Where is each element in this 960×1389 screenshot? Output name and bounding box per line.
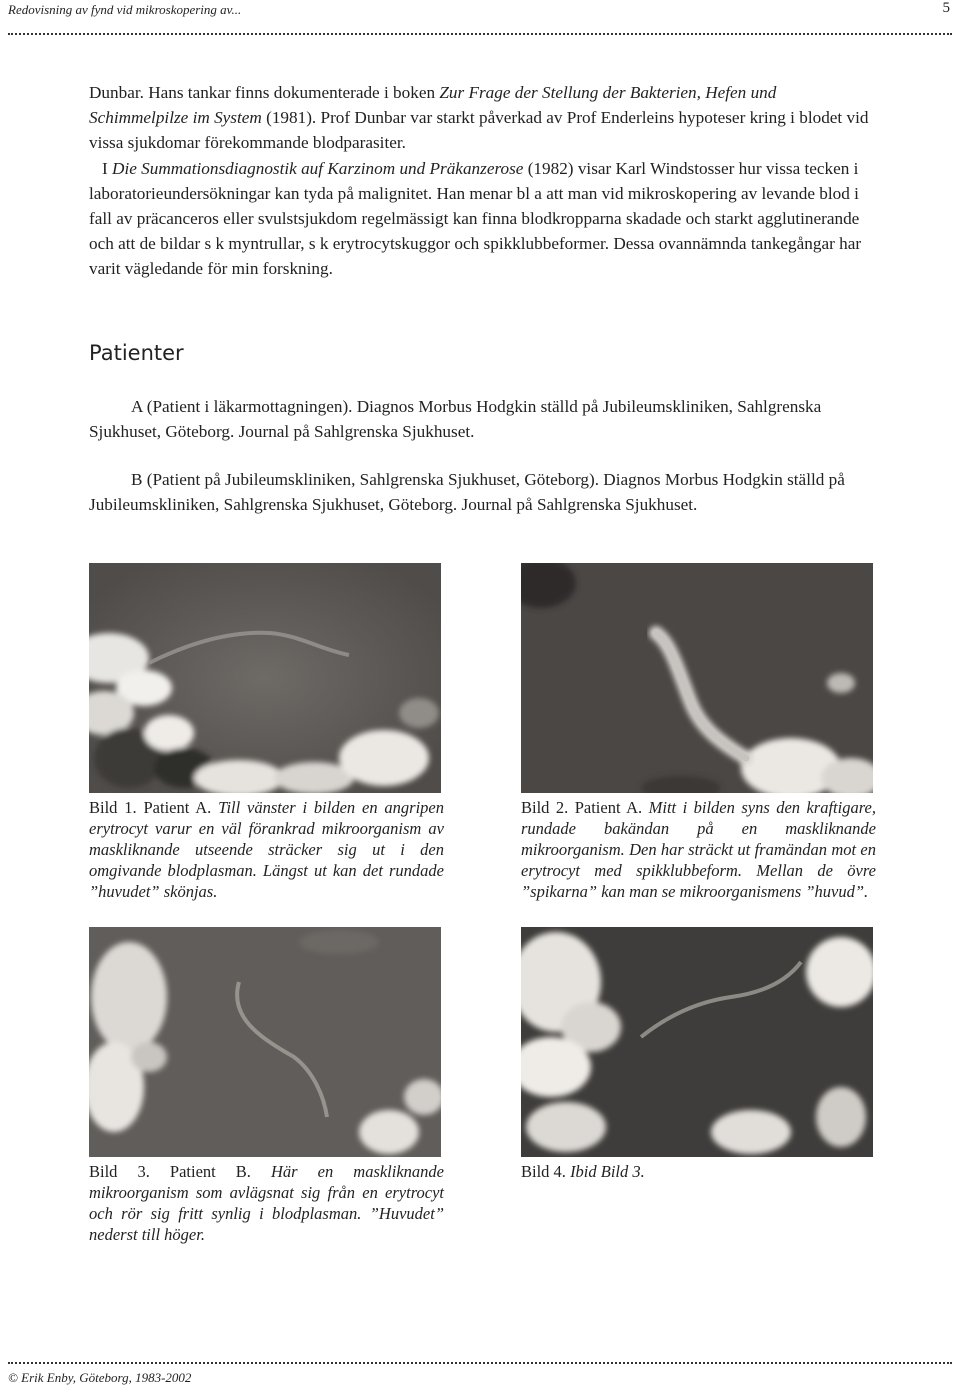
micrograph-bild-4 [521,927,873,1157]
micrograph-bild-3 [89,927,441,1157]
book-title-dunbar: Zur Frage der Stellung der Bakterien, Hefen und Schimmelpilze im System [89,83,777,127]
header-divider [8,33,952,35]
caption-bild-2: Bild 2. Patient A. Mitt i bilden syns den kraftigare, rundade bakändan på en maskliknande mikroorganism. Den har sträckt ut framändan mot en erytrocyt med spikklubbeform. Mellan de övre ”spikarna” kan man se mikroorganismens ”huvud”. [521,798,876,901]
section-heading-patienter: Patienter [89,341,184,365]
patient-a-paragraph: A (Patient i läkarmottagningen). Diagnos Morbus Hodgkin ställd på Jubileumskliniken, Sahlgrenska Sjukhuset, Göteborg. Journal på Sahlgrenska Sjukhuset. [89,397,822,441]
caption-bild-4: Bild 4. Ibid Bild 3. [521,1162,645,1181]
patient-b-paragraph: B (Patient på Jubileumskliniken, Sahlgrenska Sjukhuset, Göteborg). Diagnos Morbus Hodgkin ställd på Jubileumskliniken, Sahlgrenska Sjukhuset, Göteborg. Journal på Sahlgrenska Sjukhuset. [89,470,845,514]
intro-paragraph-2: I Die Summationsdiagnostik auf Karzinom und Präkanzerose (1982) visar Karl Windstosser hur vissa tecken i laboratorieundersökningar kan tyda på malignitet. Han menar bl a att man vid mikroskopering av levande blod i fall av präcanceros eller svulstsjukdom regelmässigt kan finna blodkropparna skadade och starkt agglutinerande och att de bildar s k myntrullar, s k erytrocytskuggor och spikklubbeformer. Dessa ovannämnda tankegångar har varit vägledande för min forskning. [89,159,862,278]
footer-divider [8,1362,952,1364]
caption-bild-3: Bild 3. Patient B. Här en maskliknande mikroorganism som avlägsnat sig från en erytrocyt och rör sig fritt synlig i blodplasman. ”Huvudet” nederst till höger. [89,1162,445,1244]
micrograph-bild-2 [521,563,873,793]
micrograph-bild-1 [89,563,441,793]
footer-copyright: © Erik Enby, Göteborg, 1983-2002 [8,1370,192,1385]
intro-paragraph-1: Dunbar. Hans tankar finns dokumenterade i boken Zur Frage der Stellung der Bakterien, Hefen und Schimmelpilze im System (1981). Prof Dunbar var starkt påverkad av Prof Enderleins hypoteser kring i blodet vid vissa sjukdomar förekommande blodparasiter. [89,83,869,152]
caption-bild-1: Bild 1. Patient A. Till vänster i bilden en angripen erytrocyt varur en väl förankrad mikroorganism av maskliknande utseende sträcker sig ut i den omgivande blodplasman. Längst ut kan det rundade ”huvudet” skönjas. [89,798,444,901]
running-title: Redovisning av fynd vid mikroskopering av... [8,2,242,17]
page-number: 5 [942,0,950,16]
book-title-windstosser: Die Summationsdiagnostik auf Karzinom und Präkanzerose [112,159,524,178]
